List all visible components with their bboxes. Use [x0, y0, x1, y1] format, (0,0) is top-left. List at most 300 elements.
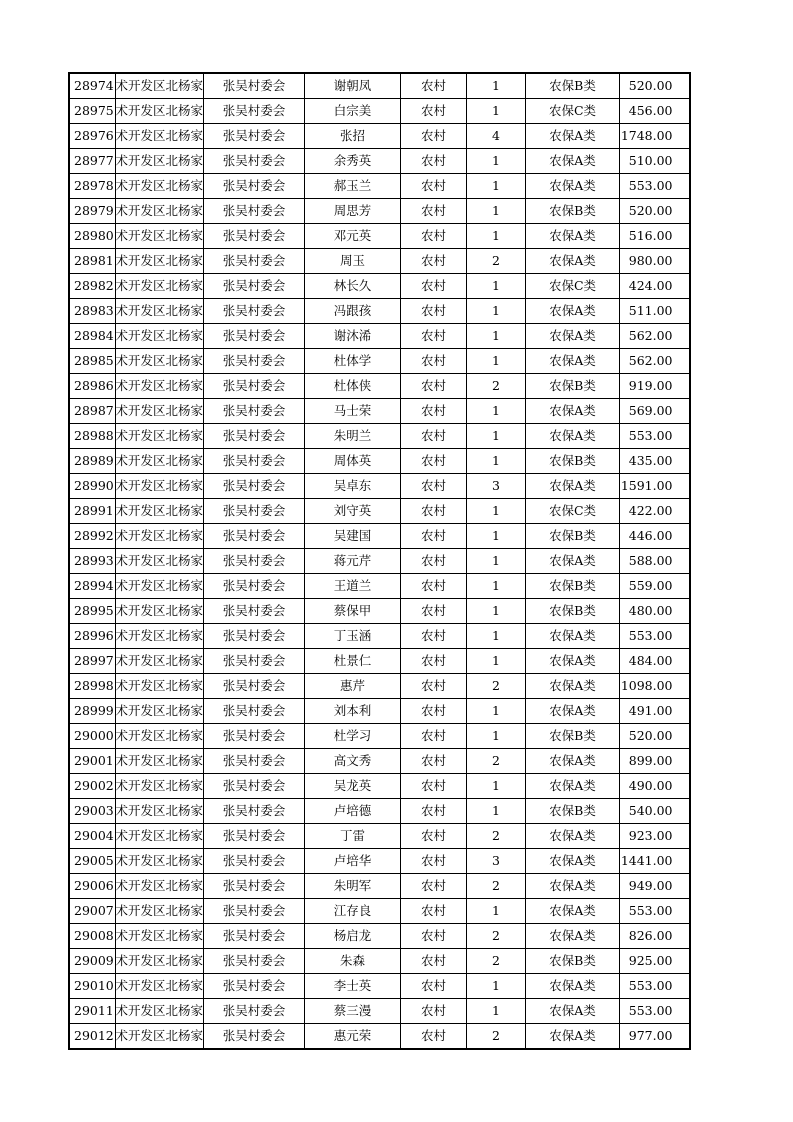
person-name-cell: 朱明军	[305, 874, 401, 899]
insurance-category-cell: 农保A类	[526, 249, 620, 274]
district-cell	[115, 449, 204, 474]
insurance-category-cell: 农保B类	[526, 574, 620, 599]
member-count-cell: 2	[467, 749, 526, 774]
member-count-cell: 1	[467, 299, 526, 324]
district-text: 术开发区北杨家	[115, 803, 204, 818]
insurance-category-cell: 农保A类	[526, 224, 620, 249]
district-text: 术开发区北杨家	[115, 303, 204, 318]
amount-cell: 1441.00	[620, 849, 690, 874]
person-name-cell: 林长久	[305, 274, 401, 299]
household-type-cell: 农村	[401, 874, 467, 899]
household-type-cell: 农村	[401, 699, 467, 724]
table-row	[69, 349, 690, 374]
person-name-cell: 白宗美	[305, 99, 401, 124]
member-count-cell: 4	[467, 124, 526, 149]
amount-cell: 520.00	[620, 724, 690, 749]
table-row	[69, 749, 690, 774]
table-row	[69, 649, 690, 674]
person-name-cell: 马士荣	[305, 399, 401, 424]
district-text: 术开发区北杨家	[115, 103, 204, 118]
table-row	[69, 774, 690, 799]
committee-cell: 张吴村委会	[204, 499, 305, 524]
allowance-table	[68, 72, 691, 1050]
table-row	[69, 73, 690, 99]
district-cell	[115, 724, 204, 749]
record-number-cell: 28980	[69, 224, 115, 249]
committee-cell: 张吴村委会	[204, 924, 305, 949]
member-count-cell: 1	[467, 424, 526, 449]
amount-cell: 1748.00	[620, 124, 690, 149]
amount-cell: 923.00	[620, 824, 690, 849]
amount-cell: 480.00	[620, 599, 690, 624]
committee-cell: 张吴村委会	[204, 774, 305, 799]
member-count-cell: 1	[467, 174, 526, 199]
committee-cell: 张吴村委会	[204, 124, 305, 149]
amount-cell: 435.00	[620, 449, 690, 474]
committee-cell: 张吴村委会	[204, 749, 305, 774]
record-number-cell: 29006	[69, 874, 115, 899]
district-text: 术开发区北杨家	[115, 228, 204, 243]
household-type-cell: 农村	[401, 599, 467, 624]
district-text: 术开发区北杨家	[115, 128, 204, 143]
district-text: 术开发区北杨家	[115, 578, 204, 593]
person-name-cell: 蔡保甲	[305, 599, 401, 624]
insurance-category-cell: 农保A类	[526, 849, 620, 874]
household-type-cell: 农村	[401, 199, 467, 224]
person-name-cell: 吴卓东	[305, 474, 401, 499]
insurance-category-cell: 农保C类	[526, 499, 620, 524]
household-type-cell: 农村	[401, 499, 467, 524]
record-number-cell: 29003	[69, 799, 115, 824]
amount-cell: 899.00	[620, 749, 690, 774]
table-row	[69, 674, 690, 699]
person-name-cell: 郝玉兰	[305, 174, 401, 199]
insurance-category-cell: 农保B类	[526, 724, 620, 749]
insurance-category-cell: 农保A类	[526, 424, 620, 449]
district-cell	[115, 249, 204, 274]
household-type-cell: 农村	[401, 149, 467, 174]
person-name-cell: 刘守英	[305, 499, 401, 524]
district-text: 术开发区北杨家	[115, 903, 204, 918]
district-cell	[115, 899, 204, 924]
person-name-cell: 朱森	[305, 949, 401, 974]
member-count-cell: 1	[467, 574, 526, 599]
table-row	[69, 124, 690, 149]
member-count-cell: 1	[467, 699, 526, 724]
committee-cell: 张吴村委会	[204, 999, 305, 1024]
record-number-cell: 29012	[69, 1024, 115, 1050]
district-cell	[115, 99, 204, 124]
table-row	[69, 324, 690, 349]
amount-cell: 553.00	[620, 624, 690, 649]
amount-cell: 588.00	[620, 549, 690, 574]
district-cell	[115, 149, 204, 174]
table-row	[69, 949, 690, 974]
committee-cell: 张吴村委会	[204, 224, 305, 249]
person-name-cell: 丁雷	[305, 824, 401, 849]
household-type-cell: 农村	[401, 974, 467, 999]
amount-cell: 490.00	[620, 774, 690, 799]
committee-cell: 张吴村委会	[204, 174, 305, 199]
member-count-cell: 1	[467, 899, 526, 924]
amount-cell: 925.00	[620, 949, 690, 974]
insurance-category-cell: 农保A类	[526, 674, 620, 699]
amount-cell: 511.00	[620, 299, 690, 324]
member-count-cell: 3	[467, 474, 526, 499]
insurance-category-cell: 农保B类	[526, 374, 620, 399]
committee-cell: 张吴村委会	[204, 949, 305, 974]
insurance-category-cell: 农保A类	[526, 774, 620, 799]
district-text: 术开发区北杨家	[115, 753, 204, 768]
insurance-category-cell: 农保A类	[526, 124, 620, 149]
member-count-cell: 1	[467, 724, 526, 749]
person-name-cell: 卢培华	[305, 849, 401, 874]
committee-cell: 张吴村委会	[204, 674, 305, 699]
member-count-cell: 1	[467, 799, 526, 824]
member-count-cell: 2	[467, 924, 526, 949]
record-number-cell: 29007	[69, 899, 115, 924]
person-name-cell: 朱明兰	[305, 424, 401, 449]
table-row	[69, 449, 690, 474]
district-text: 术开发区北杨家	[115, 478, 204, 493]
record-number-cell: 29010	[69, 974, 115, 999]
committee-cell: 张吴村委会	[204, 649, 305, 674]
table-row	[69, 149, 690, 174]
household-type-cell: 农村	[401, 349, 467, 374]
record-number-cell: 28981	[69, 249, 115, 274]
district-cell	[115, 274, 204, 299]
member-count-cell: 1	[467, 449, 526, 474]
district-text: 术开发区北杨家	[115, 628, 204, 643]
insurance-category-cell: 农保C类	[526, 99, 620, 124]
record-number-cell: 29008	[69, 924, 115, 949]
person-name-cell: 张招	[305, 124, 401, 149]
household-type-cell: 农村	[401, 649, 467, 674]
insurance-category-cell: 农保B类	[526, 199, 620, 224]
record-number-cell: 29000	[69, 724, 115, 749]
insurance-category-cell: 农保A类	[526, 549, 620, 574]
table-row	[69, 499, 690, 524]
person-name-cell: 杨启龙	[305, 924, 401, 949]
insurance-category-cell: 农保A类	[526, 174, 620, 199]
table-row	[69, 474, 690, 499]
record-number-cell: 28994	[69, 574, 115, 599]
member-count-cell: 2	[467, 874, 526, 899]
district-cell	[115, 124, 204, 149]
person-name-cell: 余秀英	[305, 149, 401, 174]
district-text: 术开发区北杨家	[115, 678, 204, 693]
committee-cell: 张吴村委会	[204, 399, 305, 424]
insurance-category-cell: 农保B类	[526, 73, 620, 99]
record-number-cell: 28990	[69, 474, 115, 499]
district-text: 术开发区北杨家	[115, 203, 204, 218]
amount-cell: 540.00	[620, 799, 690, 824]
record-number-cell: 29002	[69, 774, 115, 799]
amount-cell: 1098.00	[620, 674, 690, 699]
record-number-cell: 28995	[69, 599, 115, 624]
household-type-cell: 农村	[401, 374, 467, 399]
record-number-cell: 28974	[69, 73, 115, 99]
member-count-cell: 3	[467, 849, 526, 874]
household-type-cell: 农村	[401, 924, 467, 949]
committee-cell: 张吴村委会	[204, 724, 305, 749]
table-row	[69, 399, 690, 424]
insurance-category-cell: 农保A类	[526, 824, 620, 849]
member-count-cell: 2	[467, 824, 526, 849]
committee-cell: 张吴村委会	[204, 73, 305, 99]
household-type-cell: 农村	[401, 73, 467, 99]
record-number-cell: 28987	[69, 399, 115, 424]
household-type-cell: 农村	[401, 624, 467, 649]
table-row	[69, 249, 690, 274]
committee-cell: 张吴村委会	[204, 599, 305, 624]
district-text: 术开发区北杨家	[115, 728, 204, 743]
district-text: 术开发区北杨家	[115, 778, 204, 793]
member-count-cell: 1	[467, 224, 526, 249]
person-name-cell: 谢朝凤	[305, 73, 401, 99]
household-type-cell: 农村	[401, 449, 467, 474]
committee-cell: 张吴村委会	[204, 249, 305, 274]
record-number-cell: 28984	[69, 324, 115, 349]
person-name-cell: 惠芹	[305, 674, 401, 699]
committee-cell: 张吴村委会	[204, 524, 305, 549]
district-text: 术开发区北杨家	[115, 503, 204, 518]
member-count-cell: 1	[467, 149, 526, 174]
insurance-category-cell: 农保A类	[526, 474, 620, 499]
table-row	[69, 999, 690, 1024]
table-row	[69, 899, 690, 924]
person-name-cell: 邓元英	[305, 224, 401, 249]
household-type-cell: 农村	[401, 474, 467, 499]
record-number-cell: 28988	[69, 424, 115, 449]
insurance-category-cell: 农保A类	[526, 899, 620, 924]
record-number-cell: 28998	[69, 674, 115, 699]
person-name-cell: 李士英	[305, 974, 401, 999]
district-cell	[115, 849, 204, 874]
insurance-category-cell: 农保A类	[526, 1024, 620, 1050]
table-row	[69, 624, 690, 649]
person-name-cell: 吴龙英	[305, 774, 401, 799]
district-text: 术开发区北杨家	[115, 978, 204, 993]
person-name-cell: 吴建国	[305, 524, 401, 549]
amount-cell: 1591.00	[620, 474, 690, 499]
district-text: 术开发区北杨家	[115, 178, 204, 193]
district-text: 术开发区北杨家	[115, 278, 204, 293]
household-type-cell: 农村	[401, 399, 467, 424]
district-text: 术开发区北杨家	[115, 878, 204, 893]
amount-cell: 553.00	[620, 424, 690, 449]
member-count-cell: 1	[467, 99, 526, 124]
person-name-cell: 高文秀	[305, 749, 401, 774]
record-number-cell: 28975	[69, 99, 115, 124]
member-count-cell: 1	[467, 999, 526, 1024]
district-text: 术开发区北杨家	[115, 703, 204, 718]
district-cell	[115, 749, 204, 774]
table-row	[69, 274, 690, 299]
table-row	[69, 1024, 690, 1050]
person-name-cell: 惠元荣	[305, 1024, 401, 1050]
district-cell	[115, 399, 204, 424]
district-text: 术开发区北杨家	[115, 528, 204, 543]
member-count-cell: 1	[467, 774, 526, 799]
member-count-cell: 1	[467, 399, 526, 424]
person-name-cell: 杜景仁	[305, 649, 401, 674]
district-text: 术开发区北杨家	[115, 928, 204, 943]
member-count-cell: 2	[467, 1024, 526, 1050]
member-count-cell: 2	[467, 249, 526, 274]
committee-cell: 张吴村委会	[204, 699, 305, 724]
record-number-cell: 28993	[69, 549, 115, 574]
amount-cell: 520.00	[620, 199, 690, 224]
table-row	[69, 924, 690, 949]
record-number-cell: 28992	[69, 524, 115, 549]
district-text: 术开发区北杨家	[115, 828, 204, 843]
district-cell	[115, 599, 204, 624]
member-count-cell: 1	[467, 499, 526, 524]
table-row	[69, 424, 690, 449]
household-type-cell: 农村	[401, 799, 467, 824]
insurance-category-cell: 农保A类	[526, 149, 620, 174]
insurance-category-cell: 农保A类	[526, 999, 620, 1024]
record-number-cell: 29009	[69, 949, 115, 974]
record-number-cell: 28979	[69, 199, 115, 224]
insurance-category-cell: 农保A类	[526, 974, 620, 999]
district-text: 术开发区北杨家	[115, 553, 204, 568]
amount-cell: 491.00	[620, 699, 690, 724]
table-row	[69, 299, 690, 324]
district-cell	[115, 424, 204, 449]
table-row	[69, 574, 690, 599]
district-text: 术开发区北杨家	[115, 1028, 204, 1043]
insurance-category-cell: 农保B类	[526, 449, 620, 474]
member-count-cell: 2	[467, 949, 526, 974]
amount-cell: 553.00	[620, 974, 690, 999]
record-number-cell: 28991	[69, 499, 115, 524]
table-row	[69, 824, 690, 849]
member-count-cell: 1	[467, 649, 526, 674]
committee-cell: 张吴村委会	[204, 474, 305, 499]
district-cell	[115, 974, 204, 999]
member-count-cell: 2	[467, 674, 526, 699]
committee-cell: 张吴村委会	[204, 299, 305, 324]
household-type-cell: 农村	[401, 249, 467, 274]
district-cell	[115, 874, 204, 899]
district-text: 术开发区北杨家	[115, 403, 204, 418]
person-name-cell: 蔡三漫	[305, 999, 401, 1024]
insurance-category-cell: 农保A类	[526, 924, 620, 949]
household-type-cell: 农村	[401, 949, 467, 974]
person-name-cell: 杜体侠	[305, 374, 401, 399]
table-row	[69, 99, 690, 124]
amount-cell: 553.00	[620, 899, 690, 924]
amount-cell: 977.00	[620, 1024, 690, 1050]
member-count-cell: 2	[467, 374, 526, 399]
district-cell	[115, 949, 204, 974]
table-row	[69, 799, 690, 824]
person-name-cell: 卢培德	[305, 799, 401, 824]
district-cell	[115, 799, 204, 824]
record-number-cell: 28986	[69, 374, 115, 399]
household-type-cell: 农村	[401, 749, 467, 774]
amount-cell: 826.00	[620, 924, 690, 949]
household-type-cell: 农村	[401, 424, 467, 449]
amount-cell: 919.00	[620, 374, 690, 399]
district-cell	[115, 824, 204, 849]
amount-cell: 516.00	[620, 224, 690, 249]
insurance-category-cell: 农保A类	[526, 749, 620, 774]
person-name-cell: 蒋元芹	[305, 549, 401, 574]
committee-cell: 张吴村委会	[204, 899, 305, 924]
table-body	[69, 73, 690, 1049]
household-type-cell: 农村	[401, 224, 467, 249]
district-text: 术开发区北杨家	[115, 1003, 204, 1018]
district-cell	[115, 474, 204, 499]
amount-cell: 559.00	[620, 574, 690, 599]
record-number-cell: 28996	[69, 624, 115, 649]
committee-cell: 张吴村委会	[204, 974, 305, 999]
district-cell	[115, 674, 204, 699]
district-text: 术开发区北杨家	[115, 603, 204, 618]
household-type-cell: 农村	[401, 99, 467, 124]
record-number-cell: 28989	[69, 449, 115, 474]
district-cell	[115, 224, 204, 249]
person-name-cell: 周思芳	[305, 199, 401, 224]
person-name-cell: 杜学习	[305, 724, 401, 749]
person-name-cell: 谢沐浠	[305, 324, 401, 349]
committee-cell: 张吴村委会	[204, 449, 305, 474]
insurance-category-cell: 农保A类	[526, 624, 620, 649]
household-type-cell: 农村	[401, 574, 467, 599]
insurance-category-cell: 农保A类	[526, 874, 620, 899]
household-type-cell: 农村	[401, 999, 467, 1024]
insurance-category-cell: 农保B类	[526, 799, 620, 824]
member-count-cell: 1	[467, 349, 526, 374]
committee-cell: 张吴村委会	[204, 874, 305, 899]
member-count-cell: 1	[467, 624, 526, 649]
district-text: 术开发区北杨家	[115, 653, 204, 668]
district-cell	[115, 649, 204, 674]
insurance-category-cell: 农保A类	[526, 349, 620, 374]
district-text: 术开发区北杨家	[115, 428, 204, 443]
insurance-category-cell: 农保A类	[526, 649, 620, 674]
district-cell	[115, 1024, 204, 1050]
committee-cell: 张吴村委会	[204, 99, 305, 124]
amount-cell: 562.00	[620, 324, 690, 349]
committee-cell: 张吴村委会	[204, 574, 305, 599]
household-type-cell: 农村	[401, 899, 467, 924]
table-row	[69, 174, 690, 199]
committee-cell: 张吴村委会	[204, 349, 305, 374]
committee-cell: 张吴村委会	[204, 324, 305, 349]
household-type-cell: 农村	[401, 1024, 467, 1050]
amount-cell: 980.00	[620, 249, 690, 274]
record-number-cell: 28978	[69, 174, 115, 199]
committee-cell: 张吴村委会	[204, 199, 305, 224]
amount-cell: 562.00	[620, 349, 690, 374]
table-row	[69, 724, 690, 749]
committee-cell: 张吴村委会	[204, 624, 305, 649]
committee-cell: 张吴村委会	[204, 274, 305, 299]
district-text: 术开发区北杨家	[115, 853, 204, 868]
household-type-cell: 农村	[401, 849, 467, 874]
district-cell	[115, 324, 204, 349]
district-text: 术开发区北杨家	[115, 353, 204, 368]
district-text: 术开发区北杨家	[115, 453, 204, 468]
household-type-cell: 农村	[401, 674, 467, 699]
committee-cell: 张吴村委会	[204, 849, 305, 874]
table-row	[69, 699, 690, 724]
insurance-category-cell: 农保B类	[526, 949, 620, 974]
